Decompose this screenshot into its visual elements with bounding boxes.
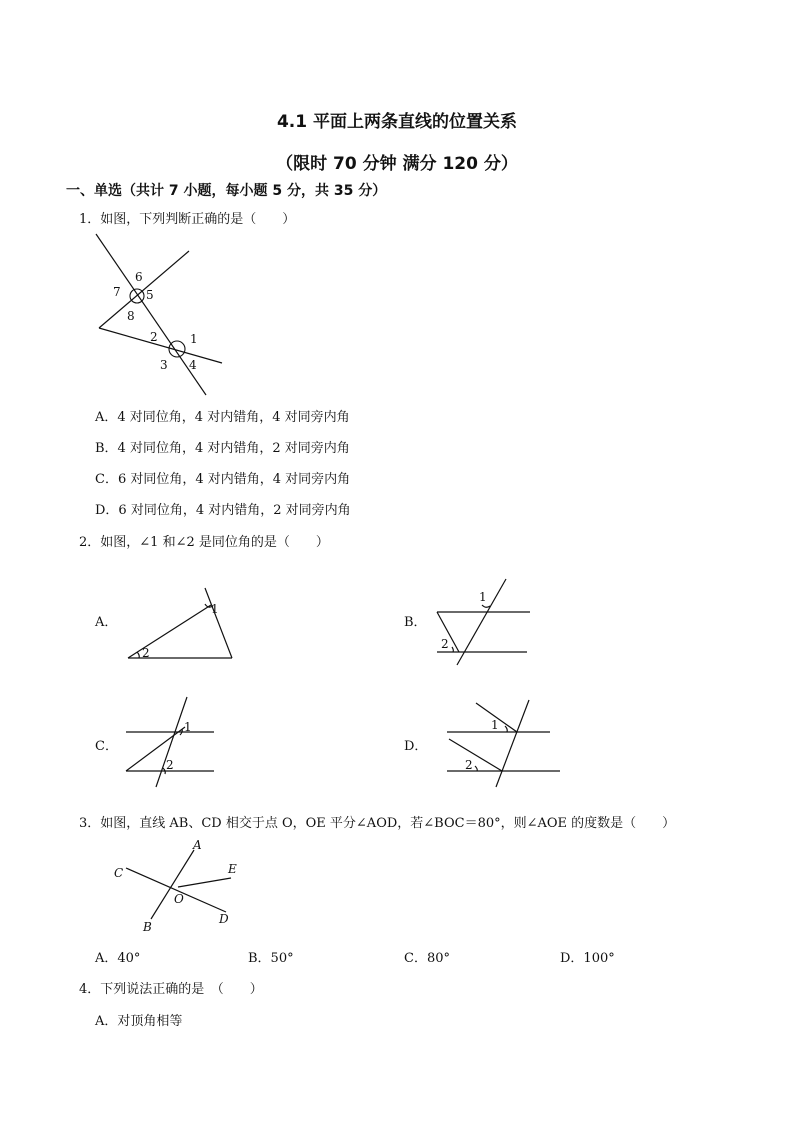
page-subtitle: （限时 70 分钟 满分 120 分） — [276, 154, 518, 174]
question-3-option-b[interactable]: B．50° — [248, 951, 294, 966]
question-3-option-d[interactable]: D．100° — [560, 951, 615, 966]
q2a-angle-2: 2 — [142, 646, 150, 660]
question-2-option-a-label[interactable]: A． — [95, 615, 118, 630]
question-2-stem: 2．如图，∠1 和∠2 是同位角的是（ ） — [79, 535, 329, 550]
q3-label-a: A — [193, 838, 202, 852]
question-1-option-b[interactable]: B．4 对同位角，4 对内错角，2 对同旁内角 — [95, 441, 350, 456]
q2b-angle-1: 1 — [479, 590, 487, 604]
q2c-angle-2: 2 — [166, 758, 174, 772]
question-1-stem: 1．如图，下列判断正确的是（ ） — [79, 212, 296, 227]
q3-label-c: C — [114, 866, 124, 880]
question-2-option-c-label[interactable]: C． — [95, 739, 118, 754]
section-heading: 一、单选（共计 7 小题，每小题 5 分，共 35 分） — [66, 183, 387, 199]
q1-label-2: 2 — [150, 330, 158, 344]
question-1-option-c[interactable]: C．6 对同位角，4 对内错角，4 对同旁内角 — [95, 472, 351, 487]
question-4-option-a[interactable]: A．对顶角相等 — [95, 1014, 183, 1029]
q3-label-e: E — [228, 862, 237, 876]
q3-label-b: B — [143, 920, 152, 934]
q1-label-4: 4 — [189, 358, 197, 372]
question-2-option-b-label[interactable]: B． — [404, 615, 427, 630]
q1-label-7: 7 — [113, 285, 121, 299]
q1-label-8: 8 — [127, 309, 135, 323]
q2c-angle-1: 1 — [184, 720, 192, 734]
q1-label-6: 6 — [135, 270, 143, 284]
q2b-angle-2: 2 — [441, 637, 449, 651]
q1-label-3: 3 — [160, 358, 168, 372]
q3-label-o: O — [174, 892, 184, 906]
question-4-stem: 4．下列说法正确的是 （ ） — [79, 982, 263, 997]
page-title: 4.1 平面上两条直线的位置关系 — [276, 112, 518, 132]
q2d-angle-1: 1 — [491, 718, 499, 732]
q2d-angle-2: 2 — [465, 758, 473, 772]
q1-label-1: 1 — [190, 332, 198, 346]
question-3-option-c[interactable]: C．80° — [404, 951, 450, 966]
question-2-option-d-label[interactable]: D． — [404, 739, 428, 754]
question-3-stem: 3．如图，直线 AB、CD 相交于点 O，OE 平分∠AOD，若∠BOC＝80°，则∠AOE 的度数是（ ） — [79, 816, 676, 831]
q3-label-d: D — [219, 912, 229, 926]
q2a-angle-1: 1 — [211, 602, 219, 616]
question-1-option-a[interactable]: A．4 对同位角，4 对内错角，4 对同旁内角 — [95, 410, 350, 425]
question-3-option-a[interactable]: A．40° — [95, 951, 141, 966]
q1-label-5: 5 — [146, 288, 154, 302]
question-1-option-d[interactable]: D．6 对同位角，4 对内错角，2 对同旁内角 — [95, 503, 351, 518]
